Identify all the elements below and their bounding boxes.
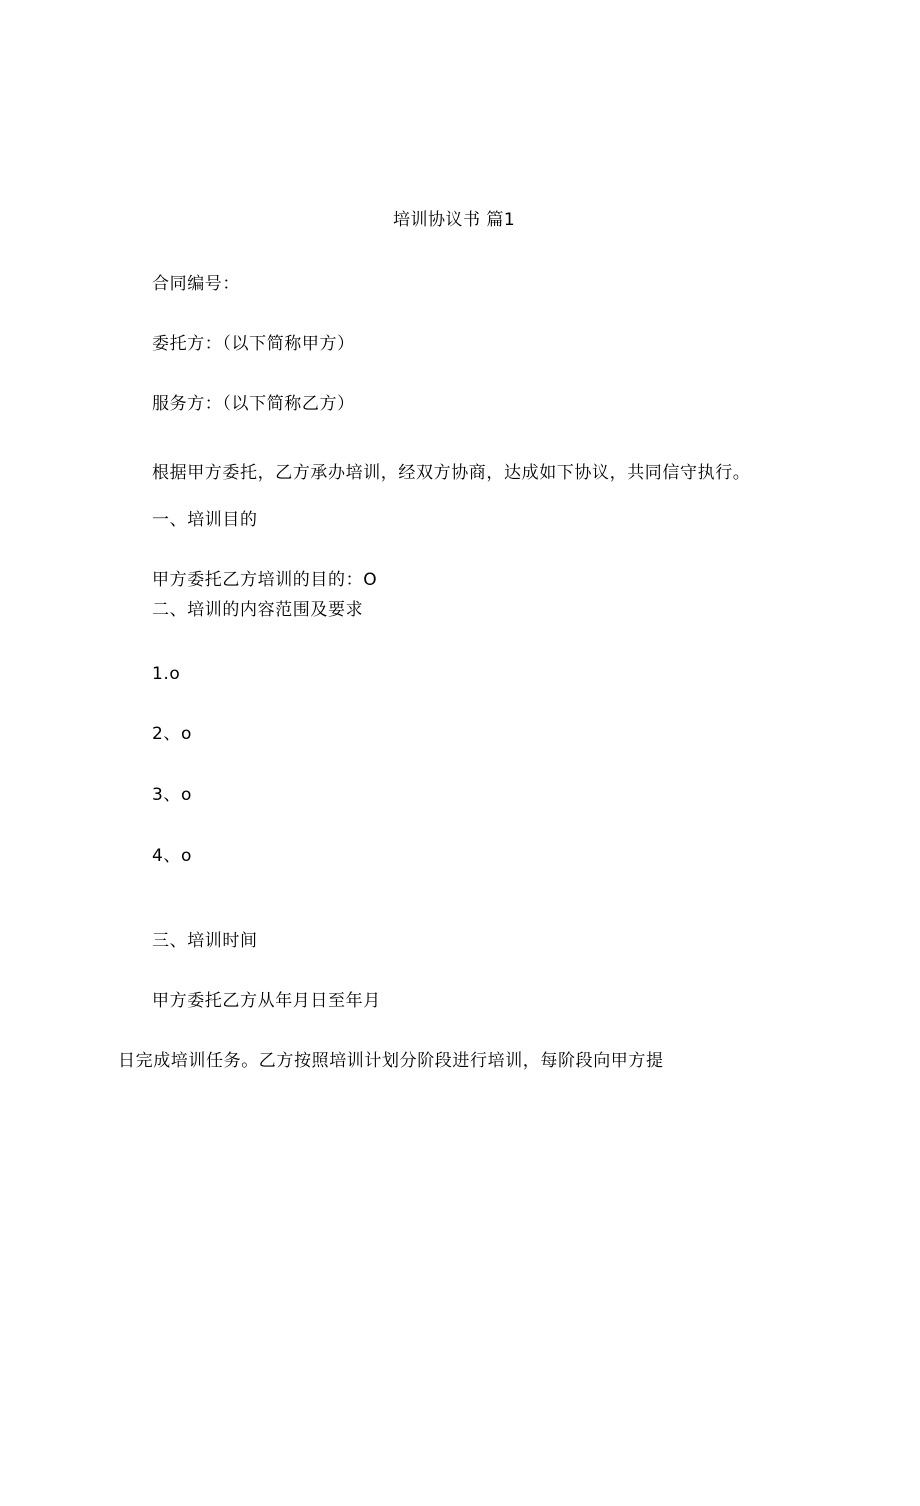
paragraph-service-party: 服务方：（以下简称乙方） bbox=[152, 394, 355, 414]
section-one-block bbox=[118, 565, 802, 625]
paragraph-client-party: 委托方：（以下简称甲方） bbox=[152, 334, 355, 354]
paragraph-section-three-body-1: 甲方委托乙方从年月日至年月 bbox=[152, 991, 381, 1011]
document-page bbox=[0, 205, 920, 1506]
paragraph-contract-number: 合同编号： bbox=[152, 274, 240, 294]
heading-section-two: 二、培训的内容范围及要求 bbox=[152, 600, 364, 620]
paragraph-preamble: 根据甲方委托，乙方承办培训，经双方协商，达成如下协议，共同信守执行。 bbox=[152, 463, 751, 483]
heading-section-three: 三、培训时间 bbox=[152, 931, 258, 951]
list-item: 4、o bbox=[152, 846, 193, 866]
list-item: 3、o bbox=[152, 785, 193, 805]
page-title: 培训协议书 篇1 bbox=[393, 210, 516, 230]
paragraph-section-one-body: 甲方委托乙方培训的目的：O bbox=[152, 570, 378, 590]
paragraph-section-three-body-2: 日完成培训任务。乙方按照培训计划分阶段进行培训，每阶段向甲方提 bbox=[118, 1051, 664, 1071]
heading-section-one: 一、培训目的 bbox=[152, 510, 258, 530]
list-item: 1.o bbox=[152, 664, 181, 684]
list-item: 2、o bbox=[152, 724, 193, 744]
